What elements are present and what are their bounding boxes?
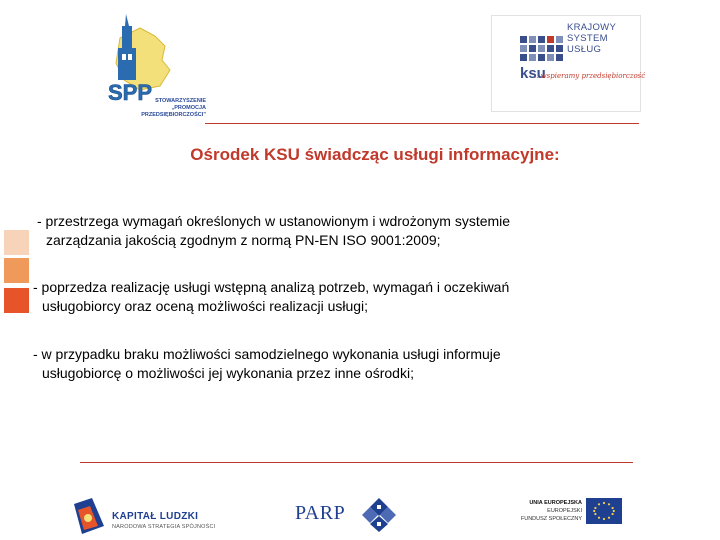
eu-flag-icon (586, 498, 622, 524)
slide-title: Ośrodek KSU świadcząc usługi informacyjne: (190, 145, 560, 164)
eu-caption (512, 499, 582, 523)
ksu-tagline: ...wspieramy przedsiębiorczość (534, 72, 646, 80)
bullet-point-1 (37, 212, 510, 250)
bullet-point-2 (33, 278, 509, 316)
decor-square-light (4, 230, 29, 255)
kapital-ludzki-subtitle: NARODOWA STRATEGIA SPÓJNOŚCI (112, 524, 216, 530)
parp-mark-icon (360, 496, 398, 534)
bottom-divider (80, 462, 633, 463)
ksu-name-line: SYSTEM (567, 33, 608, 44)
bullet-line: usługobiorcy oraz oceną możliwości realizacji usługi; (42, 298, 369, 314)
ksu-name (567, 22, 616, 55)
bullet-line: - poprzedza realizację usługi wstępną analizą potrzeb, wymagań i oczekiwań (33, 279, 510, 295)
ksu-name-line: KRAJOWY (567, 22, 617, 33)
eu-caption-line: UNIA EUROPEJSKA (529, 500, 582, 506)
svg-text:ksu: ksu (520, 65, 546, 82)
eu-caption-line: FUNDUSZ SPOŁECZNY (520, 516, 582, 522)
ksu-name-line: USŁUG (567, 44, 602, 55)
bullet-line: - przestrzega wymagań określonych w ustanowionym i wdrożonym systemie (37, 213, 511, 229)
svg-text:SPP: SPP (108, 80, 153, 105)
bullet-line: - w przypadku braku możliwości samodzielnego wykonania usługi informuje (33, 346, 501, 362)
ksu-logo (491, 15, 641, 112)
kapital-ludzki-title: KAPITAŁ LUDZKI (112, 511, 199, 522)
top-divider (205, 123, 639, 124)
spp-caption-line: STOWARZYSZENIE (155, 98, 206, 104)
bullet-point-3 (33, 345, 501, 383)
bullet-line: zarządzania jakością zgodnym z normą PN-EN ISO 9001:2009; (46, 232, 441, 248)
spp-caption-line: „PROMOCJA PRZEDSIĘBIORCZOŚCI” (141, 105, 206, 118)
spp-caption (106, 98, 206, 119)
bullet-line: usługobiorcę o możliwości jej wykonania przez inne ośrodki; (42, 365, 414, 381)
kapital-ludzki-logo-icon (70, 496, 106, 536)
parp-logo-text: PARP (295, 502, 346, 524)
eu-caption-line: EUROPEJSKI (547, 508, 582, 514)
decor-square-mid (4, 258, 29, 283)
decor-square-dark (4, 288, 29, 313)
